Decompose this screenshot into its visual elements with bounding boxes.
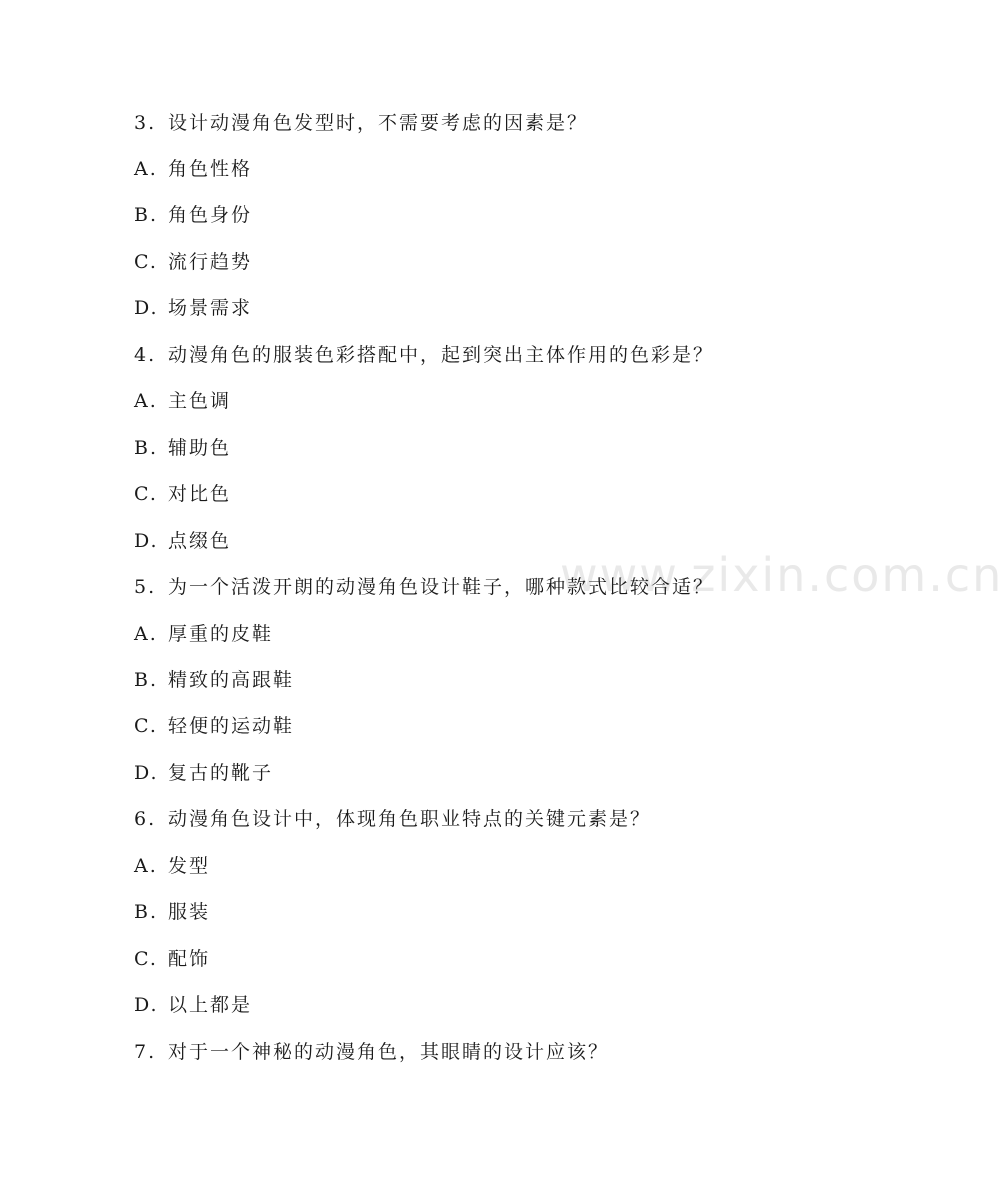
option-6a bbox=[134, 854, 210, 878]
option-letter: B. bbox=[134, 669, 159, 691]
question-number: 3. bbox=[134, 112, 157, 134]
option-4a bbox=[134, 389, 231, 413]
option-6d bbox=[134, 993, 252, 1017]
question-number: 7. bbox=[134, 1041, 157, 1063]
option-letter: B. bbox=[134, 437, 159, 459]
option-text: 服装 bbox=[168, 901, 211, 923]
option-letter: B. bbox=[134, 901, 159, 923]
option-text: 以上都是 bbox=[168, 994, 253, 1016]
watermark: www.zixin.com.cn bbox=[560, 548, 1003, 602]
option-text: 点缀色 bbox=[168, 530, 232, 552]
option-3a bbox=[134, 157, 252, 181]
question-text: 设计动漫角色发型时，不需要考虑的因素是？ bbox=[168, 112, 589, 134]
question-6 bbox=[134, 807, 651, 831]
question-text: 动漫角色设计中，体现角色职业特点的关键元素是？ bbox=[168, 808, 652, 830]
option-text: 主色调 bbox=[168, 390, 232, 412]
option-letter: C. bbox=[134, 715, 158, 737]
option-4b bbox=[134, 436, 231, 460]
option-5d bbox=[134, 761, 273, 785]
option-text: 轻便的运动鞋 bbox=[168, 715, 295, 737]
option-text: 角色性格 bbox=[168, 158, 253, 180]
option-4c bbox=[134, 482, 231, 506]
option-text: 精致的高跟鞋 bbox=[168, 669, 295, 691]
option-text: 厚重的皮鞋 bbox=[168, 623, 274, 645]
option-letter: D. bbox=[134, 994, 159, 1016]
question-text: 动漫角色的服装色彩搭配中，起到突出主体作用的色彩是？ bbox=[168, 344, 715, 366]
question-4 bbox=[134, 343, 714, 367]
option-3b bbox=[134, 203, 252, 227]
option-letter: C. bbox=[134, 483, 158, 505]
option-3d bbox=[134, 296, 252, 320]
question-5 bbox=[134, 575, 714, 599]
option-letter: D. bbox=[134, 530, 159, 552]
option-letter: A. bbox=[134, 390, 158, 412]
option-text: 复古的靴子 bbox=[168, 762, 274, 784]
option-5b bbox=[134, 668, 294, 692]
question-number: 4. bbox=[134, 344, 157, 366]
option-5a bbox=[134, 622, 273, 646]
option-text: 场景需求 bbox=[168, 297, 253, 319]
option-letter: D. bbox=[134, 297, 159, 319]
option-letter: A. bbox=[134, 158, 158, 180]
option-letter: C. bbox=[134, 251, 158, 273]
option-letter: D. bbox=[134, 762, 159, 784]
option-4d bbox=[134, 529, 231, 553]
option-3c bbox=[134, 250, 252, 274]
option-text: 流行趋势 bbox=[168, 251, 253, 273]
option-text: 对比色 bbox=[168, 483, 232, 505]
question-number: 6. bbox=[134, 808, 157, 830]
option-6b bbox=[134, 900, 210, 924]
option-6c bbox=[134, 947, 210, 971]
option-letter: A. bbox=[134, 855, 158, 877]
option-letter: A. bbox=[134, 623, 158, 645]
question-text: 为一个活泼开朗的动漫角色设计鞋子，哪种款式比较合适？ bbox=[168, 576, 715, 598]
question-number: 5. bbox=[134, 576, 157, 598]
option-text: 角色身份 bbox=[168, 204, 253, 226]
question-7 bbox=[134, 1040, 609, 1064]
option-text: 辅助色 bbox=[168, 437, 232, 459]
question-text: 对于一个神秘的动漫角色，其眼睛的设计应该？ bbox=[168, 1041, 610, 1063]
option-text: 配饰 bbox=[168, 948, 211, 970]
question-3 bbox=[134, 111, 588, 135]
option-letter: C. bbox=[134, 948, 158, 970]
option-5c bbox=[134, 714, 294, 738]
option-letter: B. bbox=[134, 204, 159, 226]
option-text: 发型 bbox=[168, 855, 211, 877]
